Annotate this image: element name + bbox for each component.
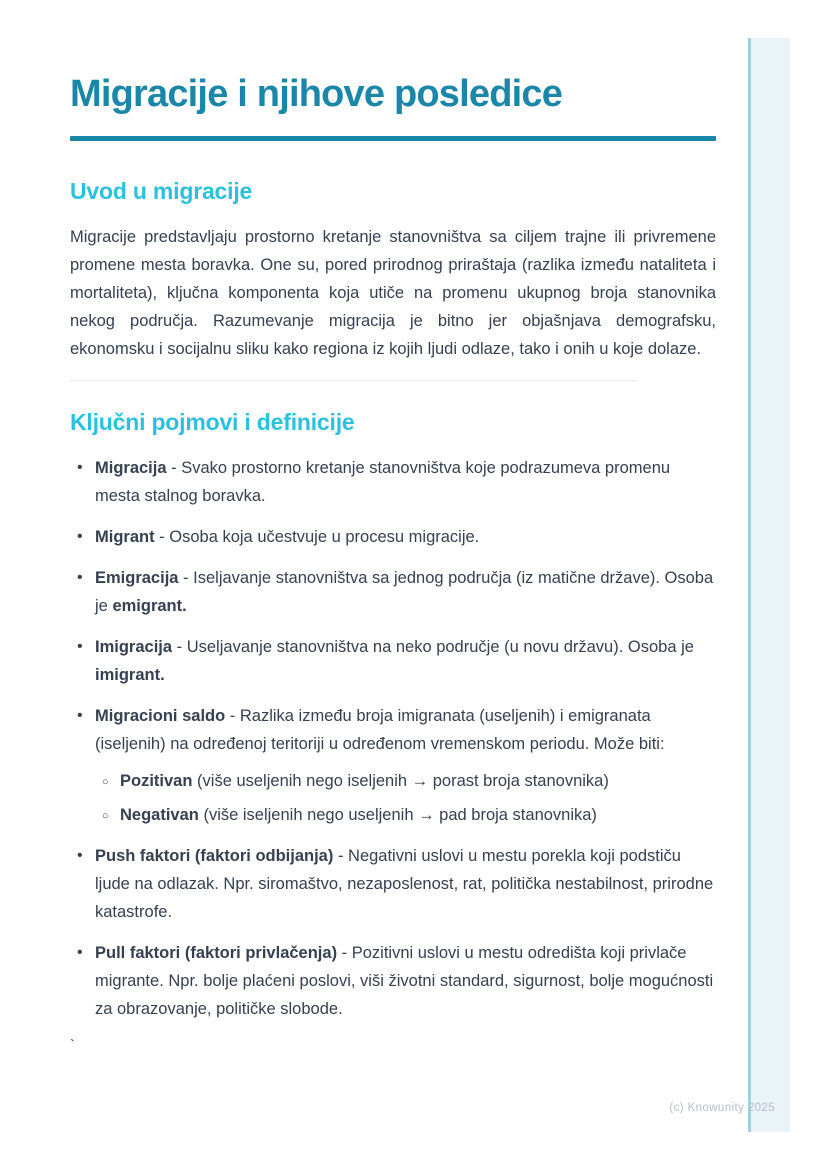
list-item-migracija — [70, 454, 716, 510]
list-item-migracioni-saldo — [70, 702, 716, 829]
term-label: Emigracija — [95, 569, 179, 587]
definition-text — [95, 944, 713, 1018]
bullet-icon: • — [77, 707, 83, 724]
term-label: Pull faktori (faktori privlačenja) — [95, 944, 338, 962]
saldo-sub-list — [95, 767, 716, 829]
intro-paragraph: Migracije predstavljaju prostorno kretanje stanovništva sa ciljem trajne ili privremene promene mesta boravka. One su, pored prirodnog priraštaja (razlika između nataliteta i mortaliteta), ključna komponenta koja utiče na promenu ukupnog broja stanovnika nekog područja. Razumevanje migracija je bitno jer objašnjava demografsku, ekonomsku i socijalnu sliku kako regiona iz kojih ljudi odlaze, tako i onih u koje dolaze. — [70, 228, 716, 358]
definition-body: (više iseljenih nego useljenih → pad broja stanovnika) — [203, 806, 597, 824]
definition-text — [95, 638, 694, 684]
bullet-icon: • — [77, 944, 83, 961]
sub-list-item-negativan — [95, 801, 716, 829]
separator: - — [225, 707, 240, 725]
term-label: Migracioni saldo — [95, 707, 226, 725]
page-edge-strip — [748, 38, 790, 1132]
sub-bullet-icon: ○ — [102, 810, 109, 822]
separator: - — [166, 459, 182, 477]
definition-text — [120, 806, 597, 824]
definition-bold-tail: imigrant. — [95, 666, 165, 684]
list-item-emigracija — [70, 564, 716, 620]
definition-body: Osoba koja učestvuje u procesu migracije. — [169, 528, 480, 546]
definition-text — [95, 459, 670, 505]
section-divider — [70, 380, 636, 381]
definition-body: Pozitivni uslovi u mestu odredišta koji privlače migrante. Npr. bolje plaćeni poslovi, viši životni standard, sigurnost, bolje mogućnosti za obrazovanje, političke slobode. — [95, 944, 714, 1018]
section-heading-definitions: Ključni pojmovi i definicije — [70, 409, 355, 435]
definition-body: (više useljenih nego iseljenih → porast broja stanovnika) — [197, 772, 609, 790]
term-label: Push faktori (faktori odbijanja) — [95, 847, 334, 865]
definition-text — [95, 528, 479, 546]
definition-body: Svako prostorno kretanje stanovništva koje podrazumeva promenu mesta stalnog boravka. — [95, 459, 671, 505]
bullet-icon: • — [77, 847, 83, 864]
stray-character: ` — [70, 1037, 75, 1054]
term-label: Migracija — [95, 459, 167, 477]
footer-credit: (c) Knowunity 2025 — [669, 1102, 775, 1114]
definition-body: Iseljavanje stanovništva sa jednog područja (iz matične države). Osoba je — [95, 569, 714, 615]
bullet-icon: • — [77, 569, 83, 586]
definition-text — [95, 847, 713, 921]
term-label: Imigracija — [95, 638, 173, 656]
bullet-icon: • — [77, 528, 83, 545]
separator: - — [178, 569, 194, 587]
definition-body: Razlika između broja imigranata (useljenih) i emigranata (iseljenih) na određenoj teritoriji u određenom vremenskom periodu. Može biti: — [95, 707, 665, 753]
list-item-imigracija — [70, 633, 716, 689]
term-label: Pozitivan — [120, 772, 193, 790]
page-title: Migracije i njihove posledice — [70, 73, 563, 115]
definitions-list — [70, 454, 716, 1023]
term-label: Negativan — [120, 806, 199, 824]
separator: - — [337, 944, 352, 962]
sub-bullet-icon: ○ — [102, 776, 109, 788]
definition-text — [95, 569, 713, 615]
bullet-icon: • — [77, 638, 83, 655]
separator: - — [172, 638, 187, 656]
definition-text — [95, 707, 665, 753]
document-content — [70, 0, 716, 1056]
list-item-migrant — [70, 523, 716, 551]
definition-text — [120, 772, 609, 790]
bullet-icon: • — [77, 459, 83, 476]
list-item-push-faktori — [70, 842, 716, 926]
term-label: Migrant — [95, 528, 155, 546]
definition-bold-tail: emigrant. — [112, 597, 187, 615]
separator: - — [154, 528, 170, 546]
definition-body: Negativni uslovi u mestu porekla koji podstiču ljude na odlazak. Npr. siromaštvo, nezaposlenost, rat, politička nestabilnost, prirodne katastrofe. — [95, 847, 714, 921]
sub-list-item-pozitivan — [95, 767, 716, 795]
title-rule — [70, 136, 716, 141]
section-heading-intro: Uvod u migracije — [70, 178, 253, 204]
list-item-pull-faktori — [70, 939, 716, 1023]
definition-body: Useljavanje stanovništva na neko područje (u novu državu). Osoba je — [186, 638, 694, 656]
separator: - — [333, 847, 349, 865]
